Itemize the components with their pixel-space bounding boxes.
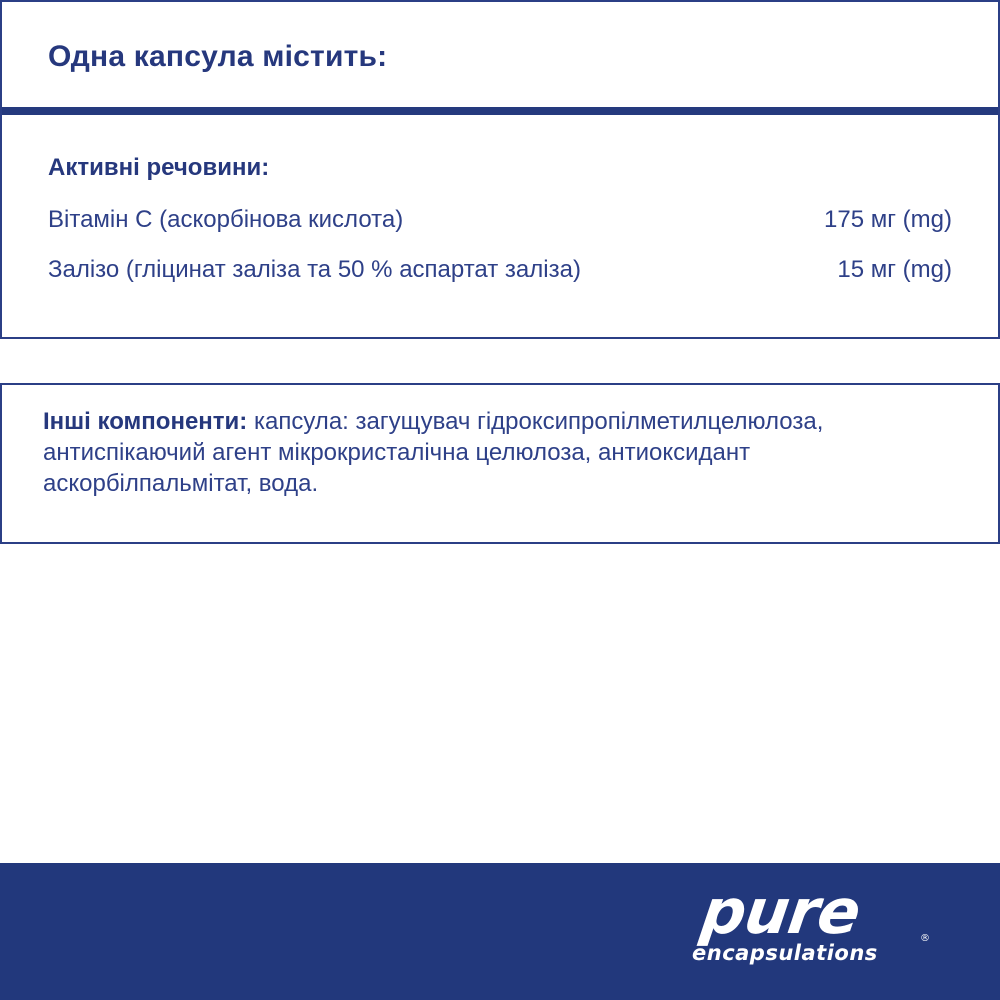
brand-subname: encapsulations [692,941,878,965]
ingredient-row [48,256,952,284]
ingredient-amount: 15 мг (mg) [837,256,952,283]
other-components-panel [0,383,1000,544]
brand-logo [690,875,940,971]
brand-name: pure [696,875,865,948]
title-divider [2,107,998,115]
ingredient-amount: 175 мг (mg) [824,206,952,233]
brand-footer [0,863,1000,1000]
ingredient-row [48,206,952,234]
composition-panel [0,0,1000,339]
other-components-label: Інші компоненти: [43,408,248,435]
ingredient-name: Залізо (гліцинат заліза та 50 % аспартат заліза) [48,256,581,283]
ingredient-name: Вітамін С (аскорбінова кислота) [48,206,404,233]
other-components-text [43,406,943,499]
registered-trademark-icon: ® [920,933,930,944]
active-ingredients-heading: Активні речовини: [48,154,270,181]
other-components-list: капсула: загущувач гідроксипропілметилцелюлоза, антиспікаючий агент мікрокристалічна целюлоза, антиоксидант аскорбілпальмітат, вода. [43,408,824,497]
panel-title: Одна капсула містить: [48,40,388,73]
